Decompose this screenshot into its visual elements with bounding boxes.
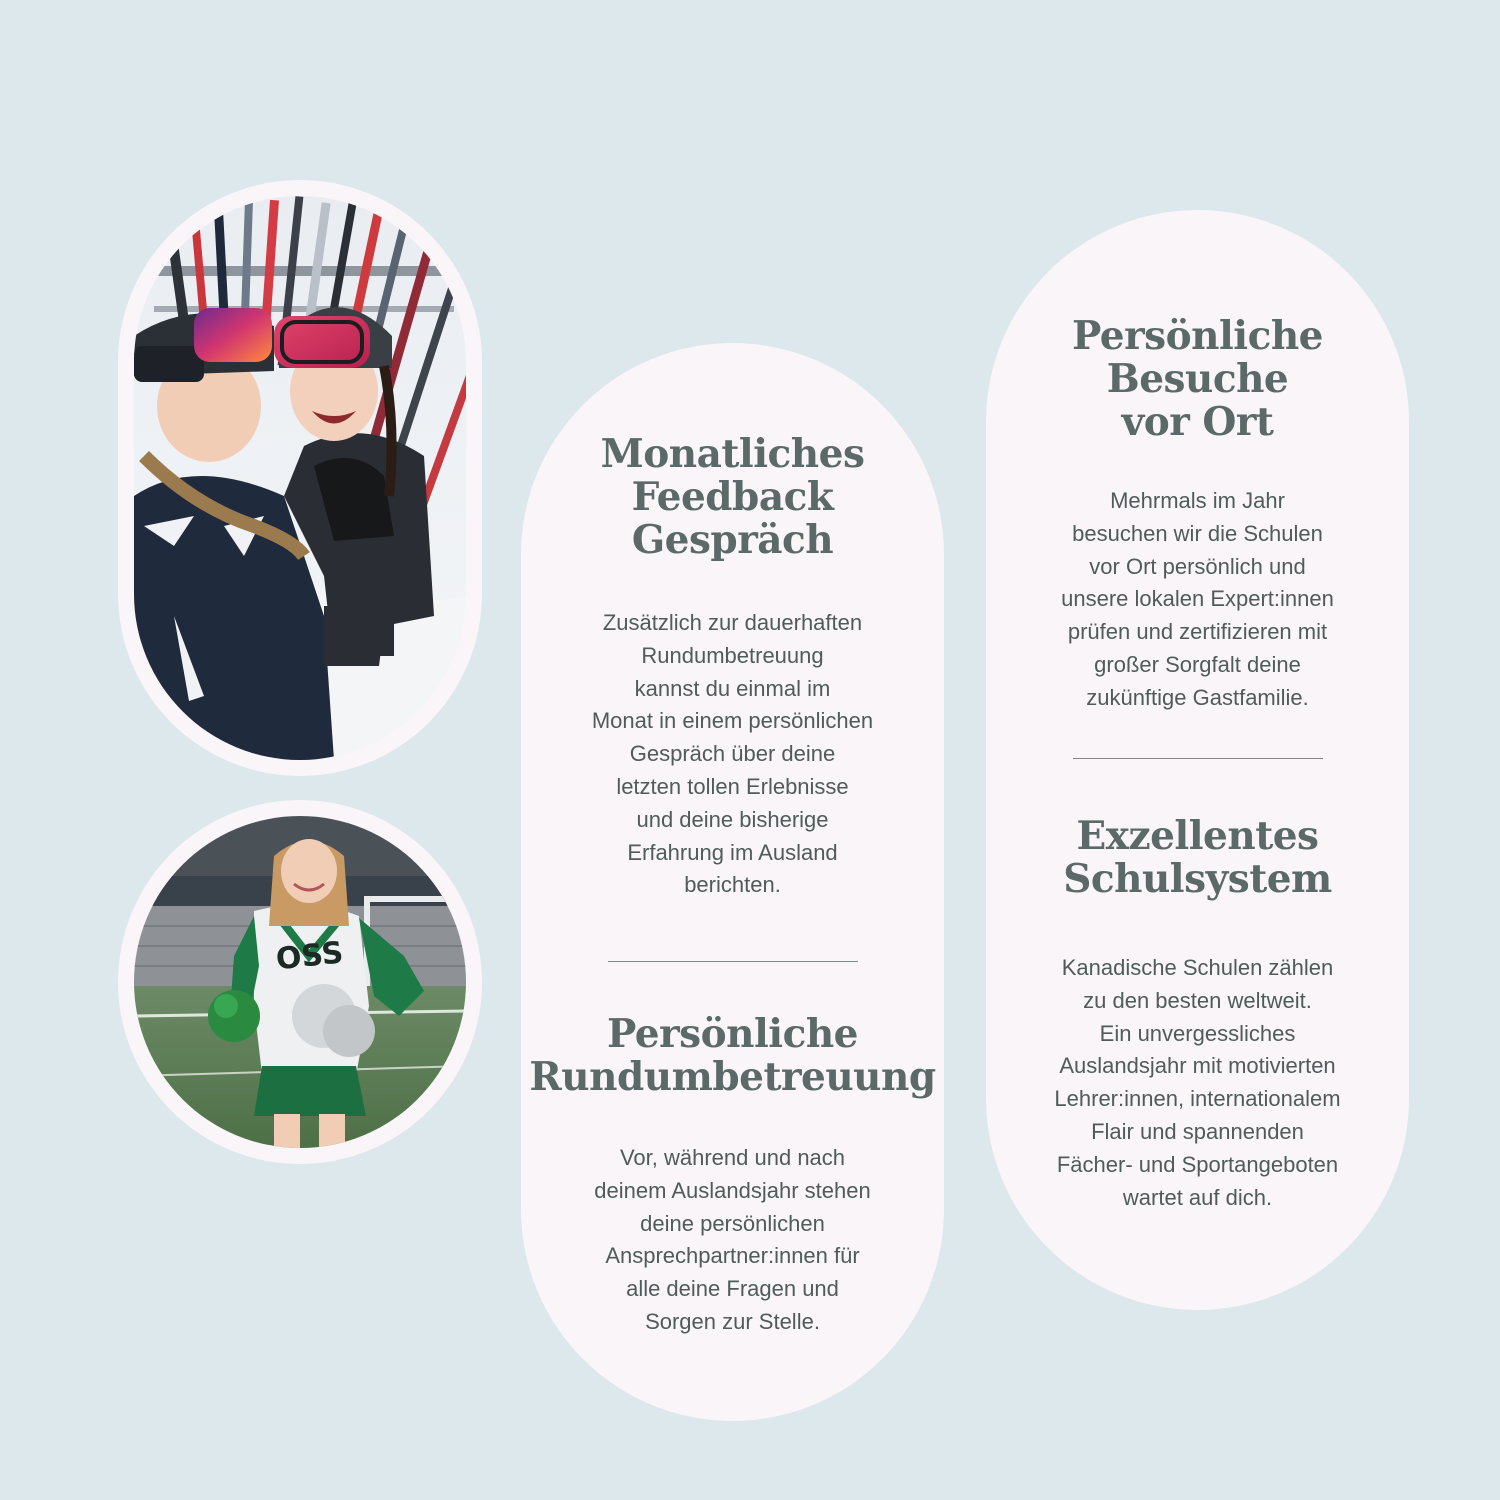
- card-left: [521, 343, 944, 1421]
- card-left-text-1: Zusätzlich zur dauerhaften Rundumbetreuung kannst du einmal im Monat in einem persönlichen Gespräch über deine letzten tollen Erlebnisse und deine bisherige Erfahrung im Ausland berichten.: [591, 610, 874, 898]
- card-right-divider: [1073, 758, 1323, 759]
- cheer-photo-illustration: [134, 816, 466, 1148]
- ski-photo-illustration: [134, 196, 466, 760]
- card-right-title-1: Persönliche Besuche vor Ort: [1071, 313, 1323, 445]
- cheer-photo: [134, 816, 466, 1148]
- card-left-divider: [608, 961, 858, 962]
- card-left-title-2: Persönliche Rundumbetreuung: [529, 1011, 936, 1100]
- cheer-photo-frame: [118, 800, 482, 1164]
- ski-photo-frame: [118, 180, 482, 776]
- ski-photo: [134, 196, 466, 760]
- card-right: [986, 210, 1409, 1310]
- card-left-text-2: Vor, während und nach deinem Auslandsjahr stehen deine persönlichen Ansprechpartner:innen für alle deine Fragen und Sorgen zur Stelle.: [594, 1145, 871, 1334]
- uniform-lettering: OSS: [274, 935, 346, 978]
- card-right-text-2: Kanadische Schulen zählen zu den besten weltweit. Ein unvergessliches Auslandsjahr mit motivierten Lehrer:innen, internationalem Flair und spannenden Fächer- und Sportangeboten wartet auf dich.: [1054, 955, 1341, 1210]
- card-right-title-2: Exzellentes Schulsystem: [1063, 813, 1332, 902]
- card-left-title-1: Monatliches Feedback Gespräch: [600, 431, 865, 563]
- card-right-text-1: Mehrmals im Jahr besuchen wir die Schulen vor Ort persönlich und unsere lokalen Expert:innen prüfen und zertifizieren mit großer Sorgfalt deine zukünftige Gastfamilie.: [1061, 488, 1334, 710]
